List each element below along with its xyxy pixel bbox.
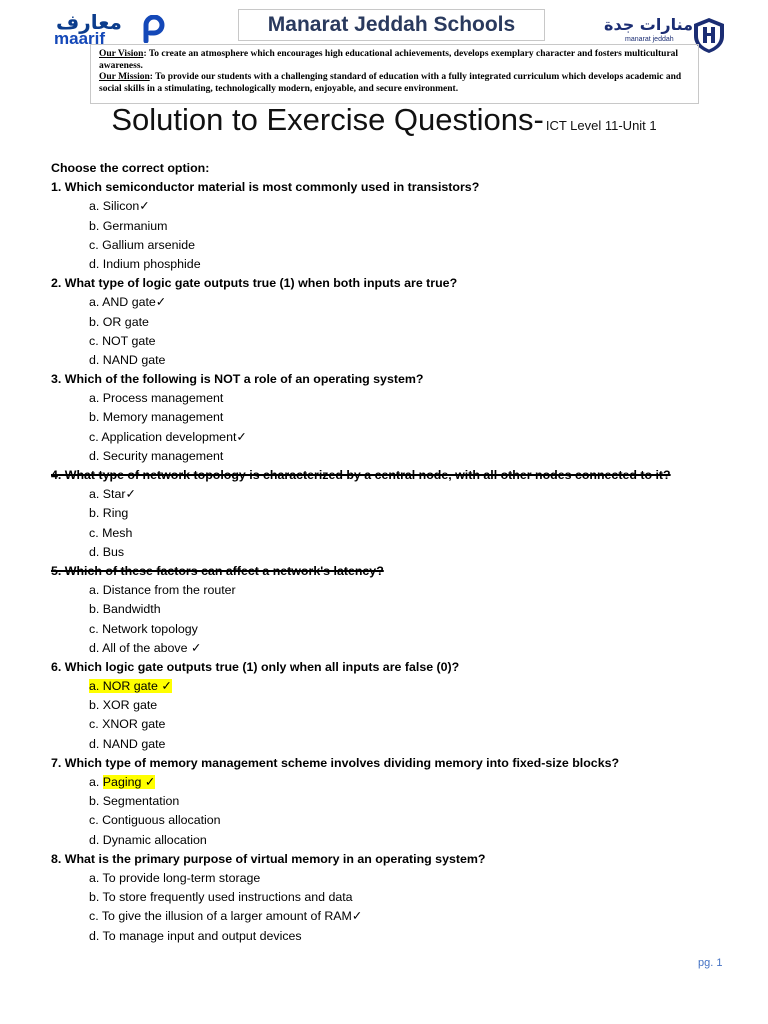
- option-4b: b. Ring: [89, 506, 129, 521]
- question-7: 7. Which type of memory management scheme involves dividing memory into fixed-size blocks?: [51, 755, 620, 770]
- option-6a: [51, 677, 731, 696]
- option-5c: c. Network topology: [89, 621, 198, 636]
- option-4d: d. Bus: [89, 544, 125, 559]
- option-7c: c. Contiguous allocation: [89, 813, 221, 828]
- page-number: pg. 1: [698, 957, 723, 969]
- question-2: 2. What type of logic gate outputs true (1) when both inputs are true?: [51, 276, 458, 291]
- option-3b: b. Memory management: [89, 410, 224, 425]
- question-4: 4. What type of network topology is characterized by a central node, with all other nodes connected to it?: [51, 468, 671, 482]
- option-8d: d. To manage input and output devices: [89, 928, 302, 943]
- question-8: 8. What is the primary purpose of virtual memory in an operating system?: [51, 851, 486, 866]
- option-1d: d. Indium phosphide: [89, 256, 201, 271]
- option-8c: c. To give the illusion of a larger amount of RAM✓: [89, 909, 363, 924]
- option-2b: b. OR gate: [89, 314, 149, 329]
- maarif-logo-latin: maarif: [54, 29, 106, 48]
- maarif-mark-icon: [140, 15, 168, 43]
- page-title-sub: ICT Level 11-Unit 1: [545, 118, 657, 133]
- question-1: 1. Which semiconductor material is most commonly used in transistors?: [51, 180, 480, 195]
- vision-label: Our Vision: [99, 49, 144, 59]
- option-6a-answer: NOR gate ✓: [102, 679, 172, 694]
- manarat-logo-latin: manarat jeddah: [625, 36, 674, 43]
- option-1b: b. Germanium: [89, 218, 168, 233]
- option-2c: c. NOT gate: [89, 333, 156, 348]
- mission-label: Our Mission: [99, 72, 150, 82]
- option-7d: d. Dynamic allocation: [89, 832, 207, 847]
- option-8a: a. To provide long-term storage: [89, 870, 261, 885]
- option-7a: [51, 773, 731, 792]
- question-5: 5. Which of these factors can affect a network's latency?: [51, 563, 384, 578]
- option-7a-prefix: a.: [89, 775, 100, 789]
- option-3c: c. Application development✓: [89, 429, 247, 444]
- option-6d: d. NAND gate: [89, 736, 166, 751]
- question-3: 3. Which of the following is NOT a role of an operating system?: [51, 372, 424, 387]
- questions-list: [51, 159, 731, 946]
- option-4a: a. Star✓: [89, 487, 136, 502]
- option-7a-answer: Paging ✓: [102, 775, 156, 789]
- question-6: 6. Which logic gate outputs true (1) only when all inputs are false (0)?: [51, 659, 460, 674]
- option-7b: b. Segmentation: [89, 794, 180, 809]
- option-8b: b. To store frequently used instructions and data: [89, 890, 353, 905]
- vision-text: : To create an atmosphere which encourages high educational achievements, develops exemplary character and fosters multicultural awareness.: [99, 49, 679, 71]
- option-2a: a. AND gate✓: [89, 295, 167, 310]
- option-2d: d. NAND gate: [89, 352, 166, 367]
- option-1a: a. Silicon✓: [89, 199, 150, 214]
- option-5a: a. Distance from the router: [89, 583, 236, 598]
- option-1c: c. Gallium arsenide: [89, 237, 196, 252]
- mission-text: : To provide our students with a challenging standard of education with a fully integrated curriculum which develops academic and social skills in a stimulating, technologically modern, enjoyable, and secure environment.: [99, 72, 682, 94]
- manarat-logo-arabic: منارات جدة: [604, 15, 694, 34]
- option-5b: b. Bandwidth: [89, 602, 161, 617]
- option-3a: a. Process management: [89, 391, 224, 406]
- vision-mission-box: [90, 44, 699, 104]
- mission-statement: [99, 72, 690, 95]
- option-6b: b. XOR gate: [89, 698, 158, 713]
- page-title: [0, 102, 768, 138]
- option-6a-prefix: a.: [89, 679, 100, 694]
- page-title-main: Solution to Exercise Questions-: [111, 102, 544, 137]
- instructions: Choose the correct option:: [51, 161, 210, 175]
- option-6c: c. XNOR gate: [89, 717, 166, 732]
- option-3d: d. Security management: [89, 448, 224, 463]
- vision-statement: [99, 49, 690, 72]
- option-5d: d. All of the above ✓: [89, 640, 202, 655]
- school-name-banner: Manarat Jeddah Schools: [238, 9, 545, 41]
- option-4c: c. Mesh: [89, 525, 133, 540]
- maarif-logo-arabic: معارف: [56, 10, 122, 34]
